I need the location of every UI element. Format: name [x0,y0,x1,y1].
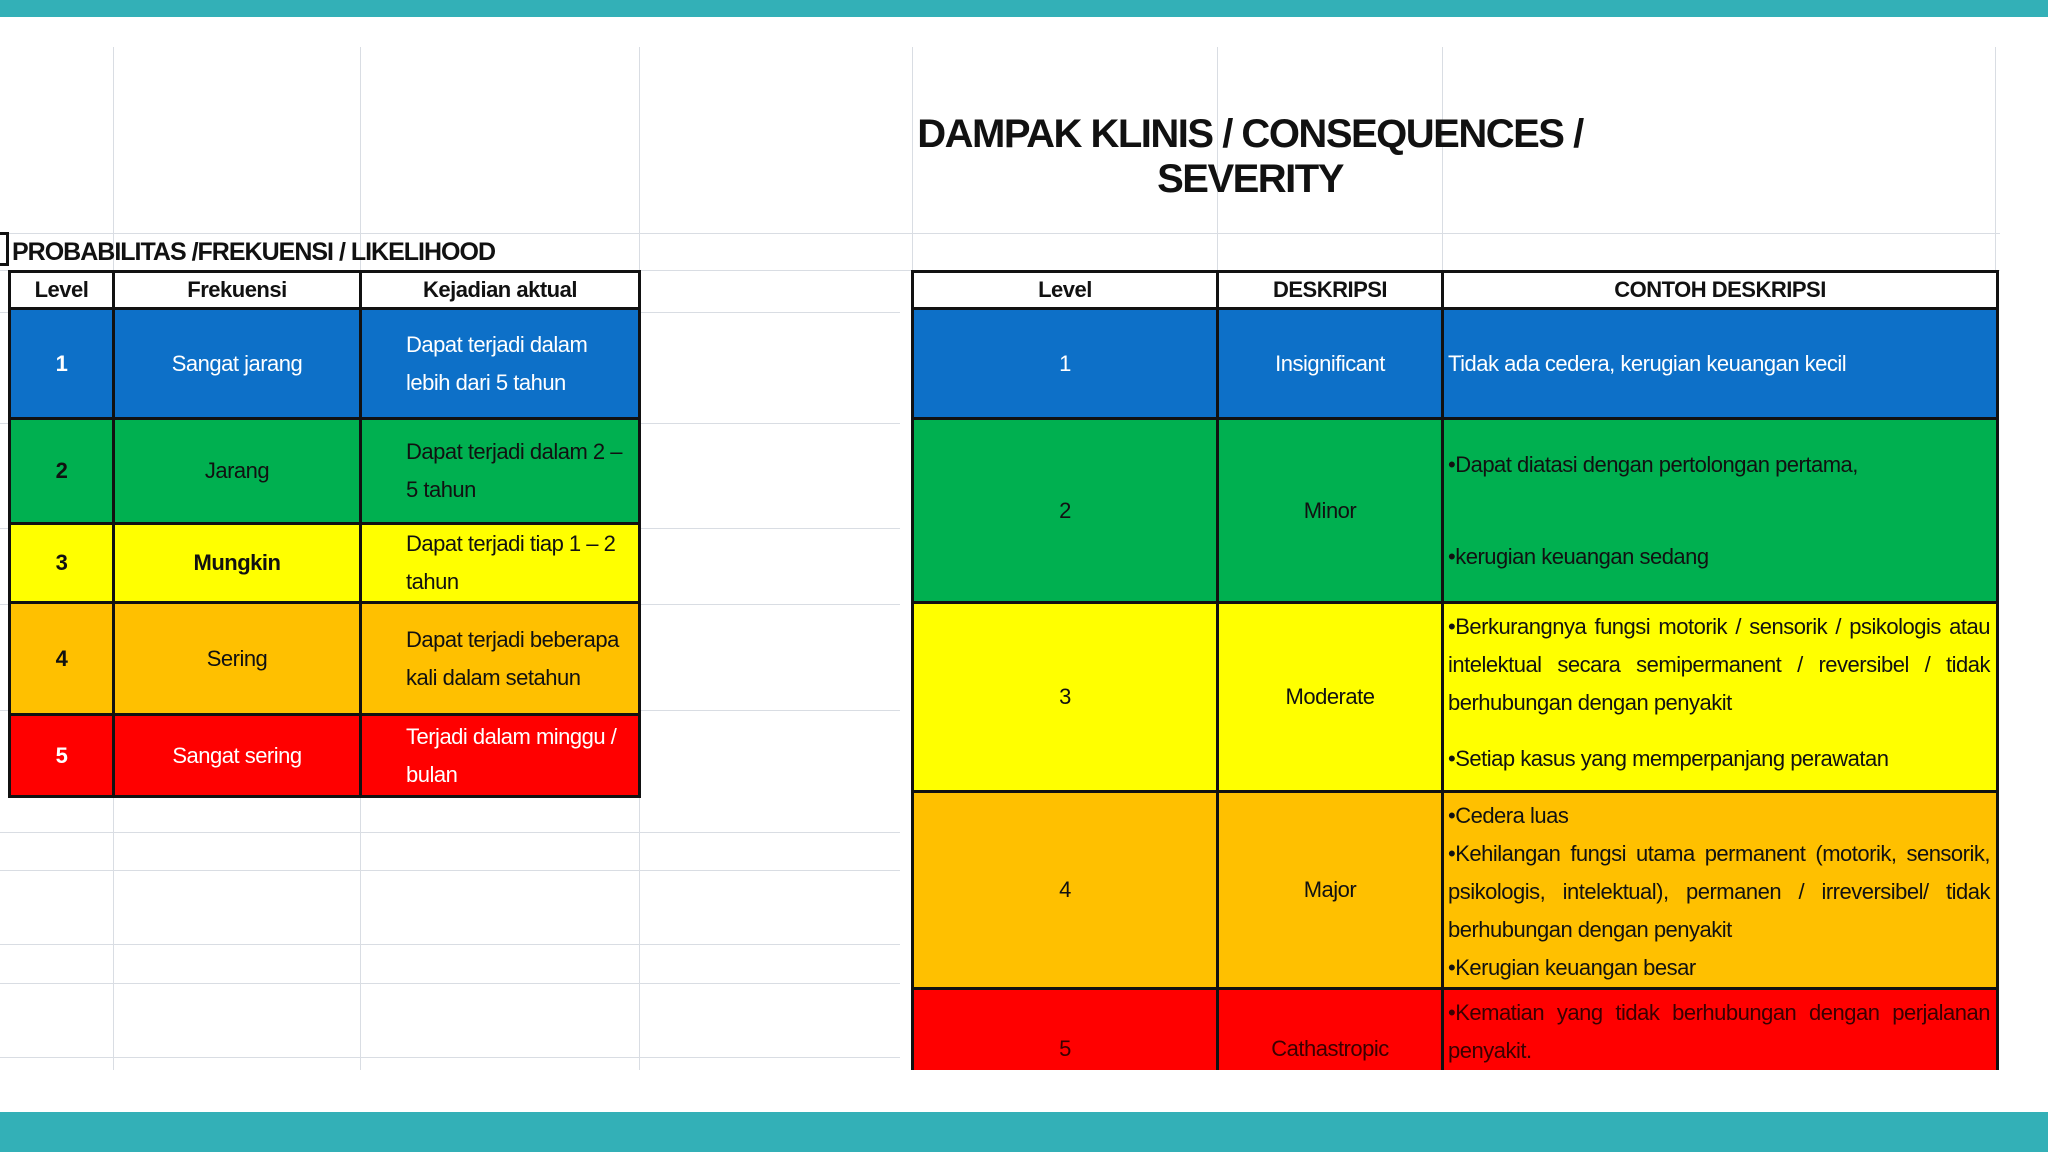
likelihood-frequency-cell[interactable]: Mungkin [114,524,361,603]
likelihood-level-cell[interactable]: 4 [10,603,114,715]
header-description[interactable]: DESKRIPSI [1218,272,1443,309]
header-level[interactable]: Level [10,272,114,309]
example-text: •Berkurangnya fungsi motorik / sensorik / psikologis atau intelektual secara semipermanent / reversibel / tidak berhubungan dengan penyakit [1448,614,1990,715]
likelihood-table [8,270,641,798]
table-crop-cover [900,1070,2048,1112]
example-text: •Kehilangan fungsi utama permanent (motorik, sensorik, psikologis, intelektual), permanen / irreversibel/ tidak berhubungan dengan penyakit [1448,841,1990,942]
table-row [913,419,1998,603]
header-actual-event[interactable]: Kejadian aktual [361,272,640,309]
table-row [913,309,1998,419]
example-text: •Dapat diatasi dengan pertolongan pertama, [1448,451,1858,477]
severity-example-cell[interactable] [1443,309,1998,419]
severity-level-cell[interactable]: 4 [913,792,1218,989]
example-text: •kerugian keuangan sedang [1448,543,1709,569]
cell-cursor [0,232,9,266]
likelihood-actual-cell[interactable]: Dapat terjadi dalam lebih dari 5 tahun [361,309,640,419]
likelihood-frequency-cell[interactable]: Sering [114,603,361,715]
likelihood-header-row [10,272,640,309]
severity-example-cell[interactable] [1443,603,1998,792]
likelihood-actual-cell[interactable]: Dapat terjadi tiap 1 – 2 tahun [361,524,640,603]
severity-description-cell[interactable]: Major [1218,792,1443,989]
likelihood-frequency-cell[interactable]: Sangat jarang [114,309,361,419]
likelihood-level-cell[interactable]: 2 [10,419,114,524]
likelihood-frequency-cell[interactable]: Jarang [114,419,361,524]
header-example-description[interactable]: CONTOH DESKRIPSI [1443,272,1998,309]
example-text: •Setiap kasus yang memperpanjang perawatan [1448,746,1889,771]
likelihood-level-cell[interactable]: 3 [10,524,114,603]
table-row [913,792,1998,989]
likelihood-actual-cell[interactable]: Dapat terjadi beberapa kali dalam setahun [361,603,640,715]
table-row [10,524,640,603]
top-accent-bar [0,0,2048,17]
severity-level-cell[interactable]: 1 [913,309,1218,419]
likelihood-actual-cell[interactable]: Dapat terjadi dalam 2 – 5 tahun [361,419,640,524]
example-text: •Kerugian keuangan besar [1448,955,1696,980]
table-row [10,603,640,715]
severity-level-cell[interactable]: 5 [913,989,1218,1109]
severity-level-cell[interactable]: 3 [913,603,1218,792]
example-text: Tidak ada cedera, kerugian keuangan kecil [1448,350,1847,376]
header-frequency[interactable]: Frekuensi [114,272,361,309]
severity-example-cell[interactable] [1443,792,1998,989]
severity-description-cell[interactable]: Cathastropic [1218,989,1443,1109]
severity-table [911,270,1999,1110]
likelihood-title: PROBABILITAS /FREKUENSI / LIKELIHOOD [12,238,495,266]
likelihood-frequency-cell[interactable]: Sangat sering [114,715,361,797]
table-row [10,309,640,419]
example-text: •Cedera luas [1448,803,1569,828]
severity-description-cell[interactable]: Moderate [1218,603,1443,792]
likelihood-level-cell[interactable]: 1 [10,309,114,419]
example-text: •Kematian yang tidak berhubungan dengan perjalanan penyakit. [1448,1000,1990,1063]
severity-example-cell[interactable] [1443,419,1998,603]
likelihood-actual-cell[interactable]: Terjadi dalam minggu / bulan [361,715,640,797]
table-row [10,715,640,797]
severity-description-cell[interactable]: Insignificant [1218,309,1443,419]
severity-level-cell[interactable]: 2 [913,419,1218,603]
bottom-accent-bar [0,1112,2048,1152]
page-title: DAMPAK KLINIS / CONSEQUENCES / SEVERITY [917,112,1583,201]
table-row [10,419,640,524]
severity-header-row [913,272,1998,309]
table-row [913,603,1998,792]
likelihood-level-cell[interactable]: 5 [10,715,114,797]
severity-description-cell[interactable]: Minor [1218,419,1443,603]
header-level[interactable]: Level [913,272,1218,309]
